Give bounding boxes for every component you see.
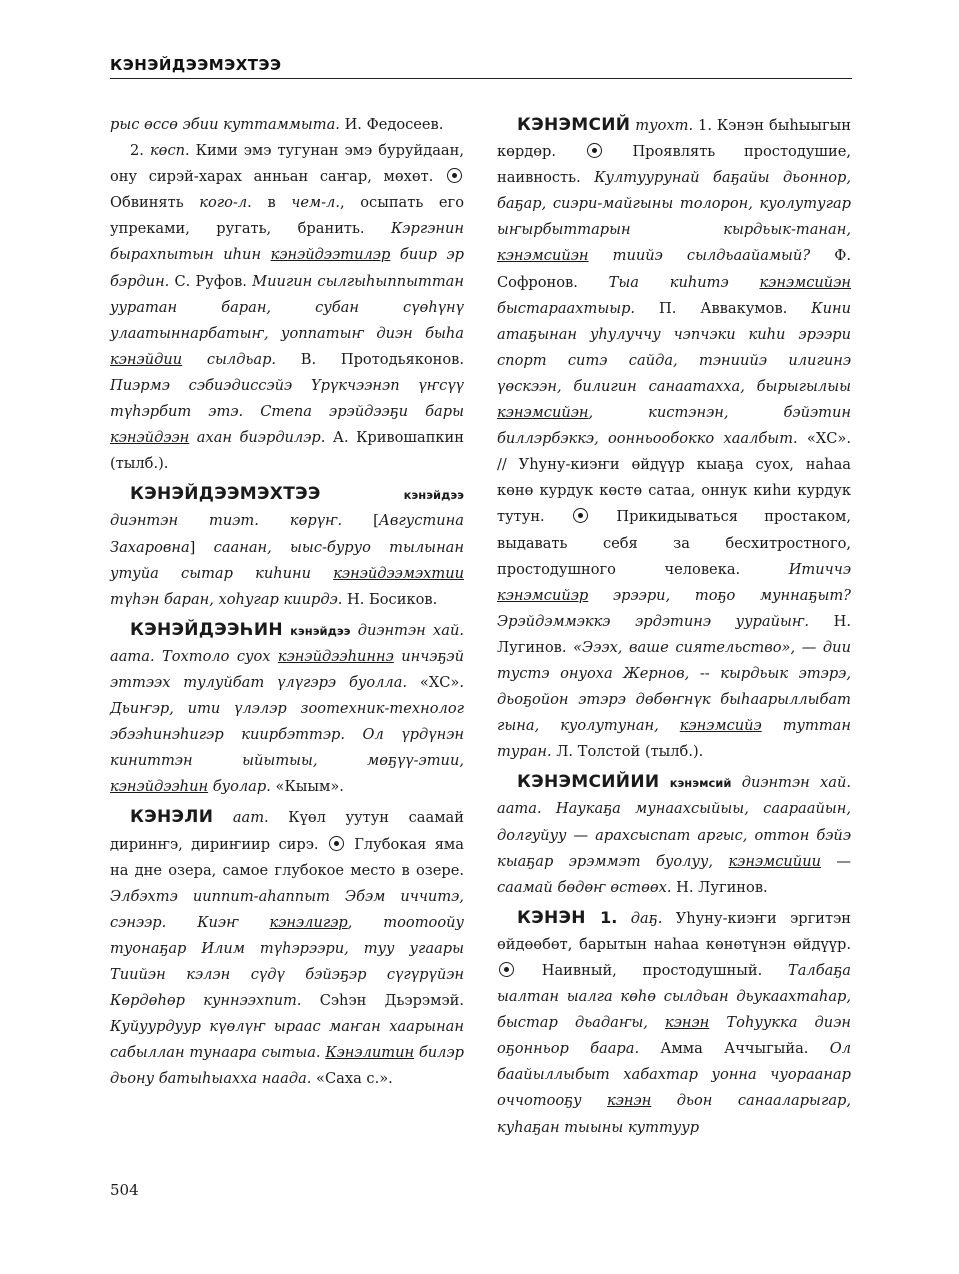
dictionary-entry: КЭНЭЙДЭЭМЭХТЭЭ кэнэйдээ диэнтэн тиэт. көрүҥ. [Августина Захаровна] саанан, ыыс-буруо тылынан утуйа сытар киһини кэнэйдээмэхтии түһэн баран, хоһугар киирдэ. Н. Босиков. bbox=[110, 484, 464, 608]
dictionary-entry: КЭНЭН 1. даҕ. Уһуну-киэҥи эргитэн өйдөөбөт, барытын наһаа көнөтүнэн өйдүүр. Наивный, простодушный. Талбаҕа ыалтан ыалга көһө сылдьан дьукаахтаһар, быстар дьадаҥы, кэнэн Тоһуукка диэн оҕонньор баара. Амма Аччыгыйа. Ол баайыллыбыт хабахтар уонна чуораанар оччотооҕу кэнэн дьон санааларыгар, куһаҕан тыыны куттуур bbox=[497, 907, 852, 1136]
entry-headword: КЭНЭЛИ bbox=[130, 807, 214, 828]
entry-headword: КЭНЭМСИЙ bbox=[517, 115, 631, 135]
entry-headword: КЭНЭЙДЭЭМЭХТЭЭ bbox=[130, 484, 321, 505]
page-number: 504 bbox=[110, 1181, 139, 1199]
dictionary-entry: КЭНЭЙДЭЭҺИН кэнэйдээ диэнтэн хай. аата. Тохтоло суох кэнэйдээһиннэ инчэҕэй эттээх тулуйбат үлүгэрэ буолла. «ХС». Дьиҥэр, ити үлэлэр зоотехник-технолог эбээһинэһигэр киирбэттэр. Ол үрдүнэн киниттэн ыйытыы, мөҕүү-этии, кэнэйдээһин буолар. «Кыым». bbox=[110, 619, 464, 796]
entry-headword: КЭНЭМСИЙИИ bbox=[517, 772, 660, 793]
dictionary-entry: КЭНЭМСИЙ туохт. 1. Кэнэн быһыыгын көрдөр. Проявлять простодушие, наивность. Култуурунай баҕайы дьоннор, баҕар, сиэри-майгыны толорон, куолутугар ыҥырбыттарын кырдьык-танан, кэнэмсийэн тиийэ сылдьаайамый? Ф. Софронов. Тыа киһитэ кэнэмсийэн быстараахтыыр. П. Аввакумов. Кини атаҕынан уһулуччу чэпчэки киһи эрээри спорт ситэ сайда, тэниийэ илигинэ үөскээн, билигин санаатахха, бырыгылыы кэнэмсийэн, кистэнэн, бэйэтин биллэрбэккэ, оонньообокко хаалбыт. «ХС». // Уһуну-киэҥи өйдүүр кыаҕа суох, наһаа көнө курдук көстө сатаа, оннук киһи курдук тутун. Прикидываться простаком, выдавать себя за бесхитростного, простодушного человека. Итиччэ кэнэмсийэр эрээри, тоҕо муннаҕыт? Эрэйдэммэккэ эрдэтинэ уурайыҥ. Н. Лугинов. «Эээх, ваше сиятельство», — дии тустэ онуоха Жернов, -- кырдьык этэрэ, дьоҕойон этэрэ дөбөҥнүк быһаарыллыбат гына, куолутунан, кэнэмсийэ туттан туран. Л. Толстой (тылб.). bbox=[497, 115, 852, 761]
translation-marker-icon bbox=[447, 168, 462, 183]
running-head: КЭНЭЙДЭЭМЭХТЭЭ bbox=[110, 56, 282, 74]
sense-2-paragraph: 2. көсп. Кими эмэ тугунан эмэ буруйдаан, ону сирэй-харах анньан саҥар, мөхөт. Обвинять кого-л. в чем-л., осыпать его упреками, ругать, бранить. Кэргэнин бырахпытын иһин кэнэйдээтилэр биир эр бэрдин. С. Руфов. Миигин сылгыһыппыттан ууратан баран, субан сүөһүнү улаатыннарбатыҥ, уоппатыҥ диэн быһа кэнэйдии сылдьар. В. Протодьяконов. Пиэрмэ сэбиэдиссэйэ Үрүкчээнэп үҥсүү түһэрбит этэ. Степа эрэйдээҕи бары кэнэйдээн ахан биэрдилэр. А. Кривошапкин (тылб.). bbox=[110, 142, 464, 473]
dictionary-entry: КЭНЭМСИЙИИ кэнэмсий диэнтэн хай. аата. Наукаҕа мунаахсыйыы, саараайын, долгуйуу — арахсыспат аргыс, оттон бэйэ кыаҕар эрэммэт буолуу, кэнэмсийии — саамай бөдөҥ өстөөх. Н. Лугинов. bbox=[497, 772, 852, 896]
continued-entry-text: рыс өссө эбии куттаммыта. И. Федосеев. bbox=[110, 116, 444, 133]
entry-root: кэнэмсий bbox=[669, 776, 732, 791]
entry-root: кэнэйдээ bbox=[290, 623, 351, 638]
translation-marker-icon bbox=[587, 143, 602, 158]
translation-marker-icon bbox=[329, 836, 344, 851]
left-column bbox=[110, 112, 464, 1092]
entry-sense-number: 1. bbox=[585, 907, 618, 927]
translation-marker-icon bbox=[499, 962, 514, 977]
dictionary-entry: КЭНЭЛИ аат. Күөл уутун саамай диринҥэ, дириҥиир сирэ. Глубокая яма на дне озера, самое глубокое место в озере. Элбэхтэ ииппит-аһаппыт Эбэм иччитэ, сэнээр. Киэҥ кэнэлигэр, тоотоойу туонаҕар Илим түһэрээри, туу угаары Тиийэн кэлэн сүдү бэйэҕэр сүгүрүйэн Көрдөһөр куннээхпит. Сэһэн Дьэрэмэй. Куйуурдуур күөлүҥ ыраас маҥан хаарынан сабыллан тунаара сытыа. Кэнэлитин билэр дьону батыһыахха наада. «Саха с.». bbox=[110, 807, 464, 1088]
entry-headword: КЭНЭЙДЭЭҺИН bbox=[130, 619, 283, 640]
header-divider bbox=[110, 78, 852, 79]
translation-marker-icon bbox=[573, 508, 588, 523]
entry-headword: КЭНЭН bbox=[517, 907, 586, 928]
right-column bbox=[497, 112, 851, 1141]
entry-root: кэнэйдээ bbox=[403, 488, 464, 503]
